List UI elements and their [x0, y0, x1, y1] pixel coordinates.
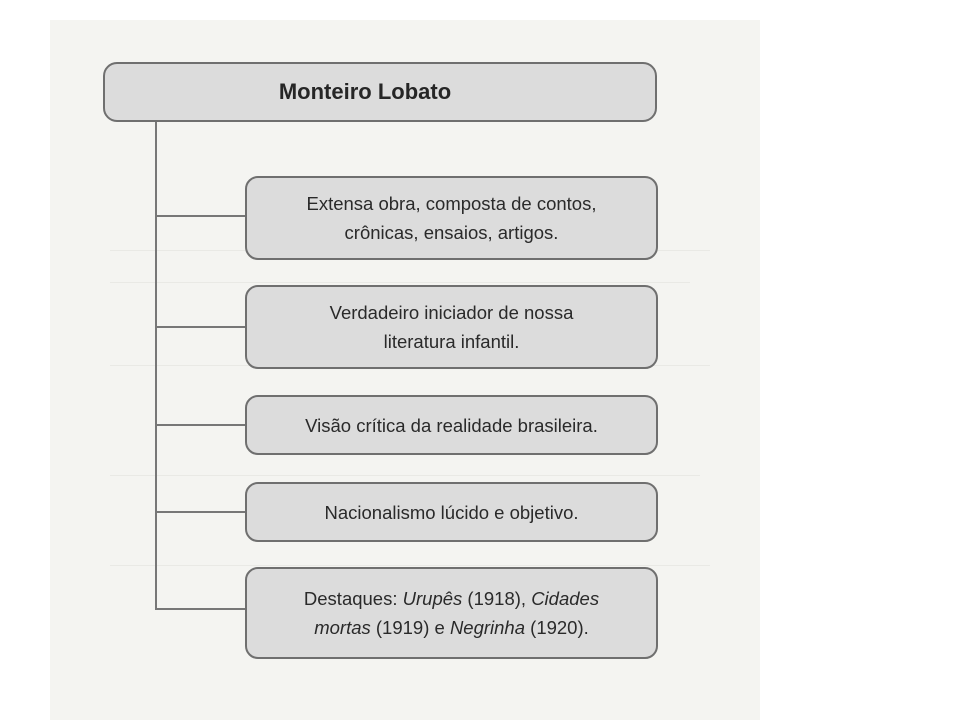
connector-branch-1: [155, 215, 247, 217]
connector-branch-3: [155, 424, 247, 426]
item-line: crônicas, ensaios, artigos.: [344, 222, 559, 243]
work-title-cidades-mortas: Cidades: [531, 588, 600, 609]
highlights-prefix: Destaques:: [303, 588, 403, 609]
item-line: Visão crítica da realidade brasileira.: [305, 414, 598, 436]
item-box-visao-critica: [245, 395, 658, 455]
item-line: Nacionalismo lúcido e objetivo.: [324, 501, 579, 523]
bleed-through-line: [110, 475, 700, 476]
work-year: (1919) e: [370, 617, 450, 638]
work-title-urupes: Urupês: [402, 588, 463, 609]
item-text: [306, 189, 596, 247]
item-line: Extensa obra, composta de contos,: [306, 193, 597, 214]
bleed-through-line: [110, 282, 690, 283]
diagram-title-box: [103, 62, 657, 122]
item-box-nacionalismo: [245, 482, 658, 542]
item-line: literatura infantil.: [383, 331, 520, 352]
work-title-negrinha: Negrinha: [449, 617, 526, 638]
diagram-title: Monteiro Lobato: [278, 79, 452, 104]
work-year: (1918),: [462, 588, 532, 609]
item-text: [330, 298, 574, 356]
work-title-cidades-mortas: mortas: [314, 617, 371, 638]
connector-branch-2: [155, 326, 247, 328]
item-line: Verdadeiro iniciador de nossa: [329, 302, 574, 323]
item-box-extensa-obra: [245, 176, 658, 260]
connector-branch-5: [155, 608, 247, 610]
work-year: (1920).: [525, 617, 589, 638]
bleed-through-line: [110, 565, 710, 566]
item-text: [304, 584, 599, 642]
item-box-iniciador: [245, 285, 658, 369]
connector-trunk: [155, 122, 157, 610]
item-box-destaques: [245, 567, 658, 659]
connector-branch-4: [155, 511, 247, 513]
